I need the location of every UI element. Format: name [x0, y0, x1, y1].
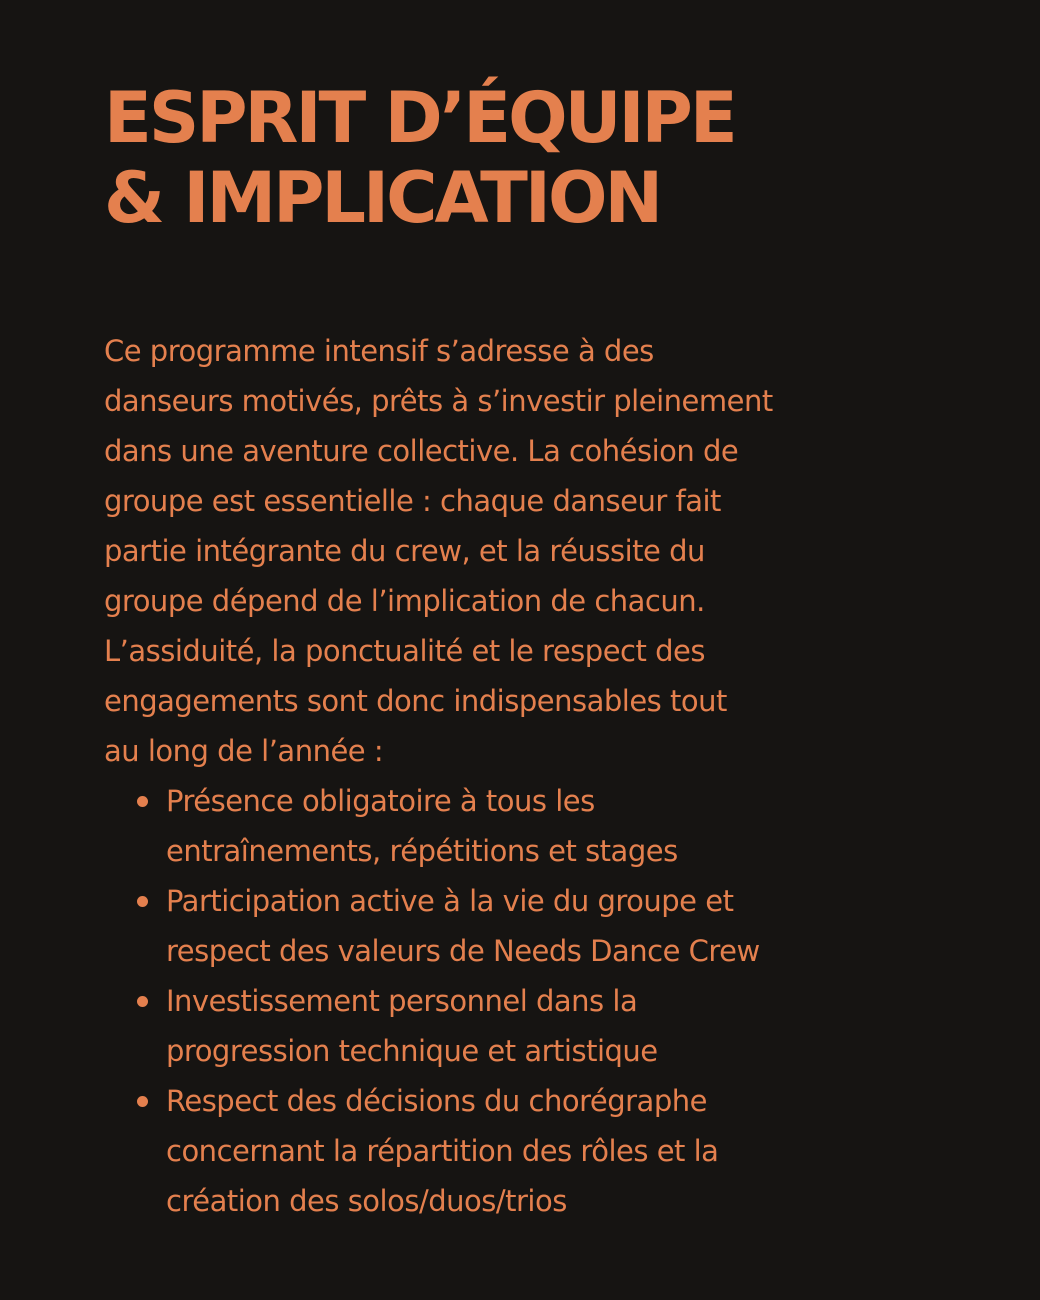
body-text — [104, 326, 964, 1226]
intro-line: Ce programme intensif s’adresse à des — [104, 334, 654, 368]
list-item-line: Respect des décisions du chorégraphe — [166, 1084, 707, 1118]
bullet-dot-icon — [137, 1096, 148, 1107]
title-line-1: ESPRIT D’ÉQUIPE — [104, 77, 735, 159]
intro-line: L’assiduité, la ponctualité et le respect des — [104, 634, 705, 668]
bullet-dot-icon — [137, 896, 148, 907]
page-title — [104, 78, 735, 238]
list-item-line: Présence obligatoire à tous les — [166, 784, 595, 818]
intro-line: groupe dépend de l’implication de chacun. — [104, 584, 705, 618]
bullet-dot-icon — [137, 796, 148, 807]
list-item-line: entraînements, répétitions et stages — [166, 834, 678, 868]
list-item — [104, 876, 964, 976]
bullet-dot-icon — [137, 996, 148, 1007]
list-item — [104, 976, 964, 1076]
intro-line: au long de l’année : — [104, 734, 384, 768]
list-item — [104, 776, 964, 876]
intro-paragraph — [104, 326, 964, 776]
intro-line: groupe est essentielle : chaque danseur fait — [104, 484, 721, 518]
list-item-line: progression technique et artistique — [166, 1034, 658, 1068]
intro-line: danseurs motivés, prêts à s’investir pleinement — [104, 384, 773, 418]
requirements-list — [104, 776, 964, 1226]
list-item-line: respect des valeurs de Needs Dance Crew — [166, 934, 760, 968]
list-item-line: Participation active à la vie du groupe et — [166, 884, 734, 918]
list-item-line: création des solos/duos/trios — [166, 1184, 567, 1218]
list-item — [104, 1076, 964, 1226]
list-item-line: Investissement personnel dans la — [166, 984, 638, 1018]
list-item-line: concernant la répartition des rôles et la — [166, 1134, 719, 1168]
intro-line: partie intégrante du crew, et la réussite du — [104, 534, 705, 568]
intro-line: engagements sont donc indispensables tout — [104, 684, 727, 718]
intro-line: dans une aventure collective. La cohésion de — [104, 434, 739, 468]
title-line-2: & IMPLICATION — [104, 157, 661, 239]
